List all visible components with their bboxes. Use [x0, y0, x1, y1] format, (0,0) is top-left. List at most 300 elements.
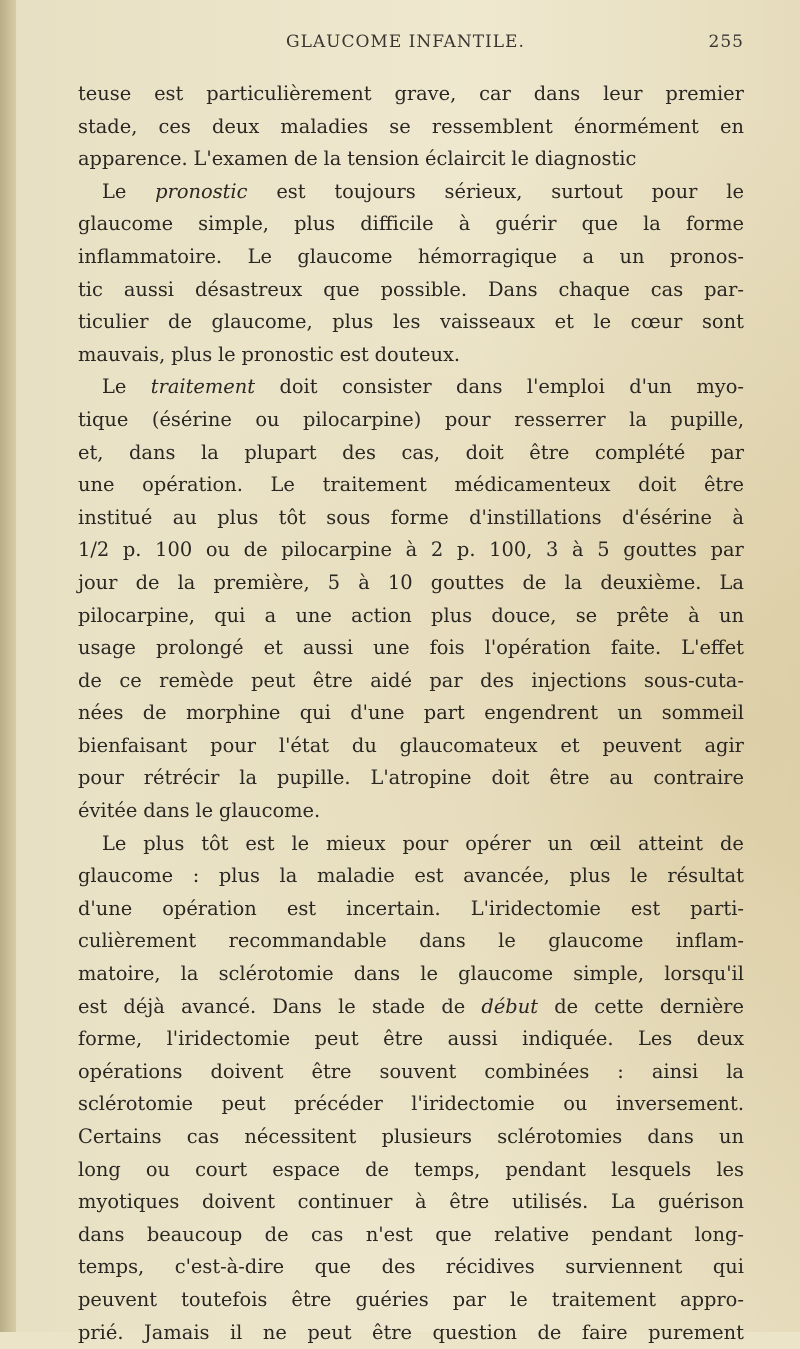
text-line [78, 600, 744, 633]
word: Dans [272, 994, 322, 1018]
word: Dans [488, 277, 538, 301]
word: contraire [653, 766, 744, 790]
word: long [78, 1157, 121, 1181]
word: aussi [302, 636, 354, 660]
word: la [323, 147, 342, 171]
word: sérieux, [444, 179, 523, 203]
word: des [480, 668, 514, 692]
word: relative [494, 1222, 570, 1246]
text-line [78, 1121, 744, 1154]
word: teuse [78, 82, 132, 105]
word: que [435, 1222, 472, 1246]
word: sont [701, 310, 744, 334]
word: vaisseaux [439, 310, 536, 334]
word: apparence. [78, 147, 188, 171]
word: du [351, 733, 377, 757]
text-line [78, 404, 744, 437]
word: glaucomateux [399, 733, 538, 757]
word: Certains [78, 1125, 162, 1148]
word: à [572, 538, 584, 562]
word: le [217, 342, 236, 366]
word: une [295, 603, 332, 627]
word: lesquels [611, 1157, 692, 1181]
word: de [293, 147, 318, 171]
text-line [78, 665, 744, 698]
word: leur [603, 82, 643, 105]
word: de [264, 1222, 289, 1246]
word: gouttes [623, 538, 697, 562]
word: plus [569, 864, 611, 888]
word: myotiques [78, 1190, 180, 1214]
word: au [172, 505, 197, 529]
word: d'instillations [469, 505, 602, 529]
word: ou [255, 407, 280, 431]
word: usage [78, 636, 136, 660]
word: particulièrement [206, 82, 372, 105]
word: un [617, 701, 643, 725]
word: surtout [551, 179, 623, 203]
word: traitement [150, 375, 256, 399]
word: Le [270, 473, 295, 497]
word: combinées [484, 1059, 590, 1083]
word: et, [78, 440, 104, 464]
word: un [719, 603, 744, 627]
word: par [429, 668, 463, 692]
word: ne [262, 1320, 287, 1344]
text-line [78, 1056, 744, 1089]
word: énormément [573, 114, 699, 138]
word: jour [78, 570, 118, 594]
word: Jamais [144, 1320, 210, 1344]
word: que [314, 1255, 352, 1279]
word: action [351, 603, 412, 627]
word: de [168, 310, 192, 334]
word: en [719, 114, 744, 138]
word: première, [213, 570, 310, 594]
word: de [537, 1320, 562, 1344]
word: être [291, 1287, 332, 1311]
word: parti- [690, 896, 744, 920]
word: peut [314, 1027, 359, 1051]
word: la [239, 766, 258, 790]
word: être [549, 766, 590, 790]
word: rétrécir [143, 766, 220, 790]
word: pilocarpine [281, 538, 392, 562]
word: La [719, 570, 744, 594]
word: bienfaisant [78, 733, 188, 757]
word: au [609, 766, 634, 790]
word: éclaircit [425, 147, 506, 171]
word: la [180, 962, 199, 986]
word: maladie [316, 864, 395, 888]
word: des [342, 440, 376, 464]
word: d'ésérine [621, 505, 713, 529]
page-number: 255 [708, 32, 744, 52]
word: recommandable [228, 929, 387, 953]
word: dernière [659, 994, 744, 1018]
word: glaucome [458, 962, 554, 986]
word: p. [122, 538, 142, 562]
word: d'un [629, 375, 672, 399]
word: : [617, 1059, 624, 1083]
word: a [582, 244, 595, 268]
word: peut [251, 668, 296, 692]
word: est [630, 896, 661, 920]
word: ou [145, 1157, 171, 1181]
word: plus [294, 212, 336, 236]
word: il [229, 1320, 243, 1344]
word: inflam- [675, 929, 744, 953]
word: toujours [334, 179, 416, 203]
word: engendrent [484, 701, 598, 725]
word: la [629, 407, 647, 431]
text-line [78, 339, 744, 372]
word: pendant [591, 1222, 673, 1246]
word: pour [78, 766, 124, 790]
word: être [311, 1059, 352, 1083]
word: cas [650, 277, 684, 301]
word: est [286, 896, 317, 920]
word: L'effet [681, 636, 744, 660]
word: être [312, 668, 353, 692]
word: aussi [123, 277, 174, 301]
word: des [381, 1255, 416, 1279]
word: l'emploi [526, 375, 605, 399]
word: culièrement [78, 929, 197, 953]
word: sous-cuta- [644, 668, 744, 692]
text-line [78, 176, 744, 209]
word: les [716, 1157, 744, 1181]
word: les [392, 310, 421, 334]
word: glaucome [78, 864, 174, 888]
word: par- [704, 277, 744, 301]
word: pupille. [276, 766, 351, 790]
text-line [78, 958, 744, 991]
text-line [78, 860, 744, 893]
body-text [78, 78, 744, 1349]
text-line [78, 1317, 744, 1349]
word: beaucoup [146, 1222, 243, 1246]
word: est [78, 994, 108, 1018]
word: dans [353, 962, 401, 986]
word: opération [162, 896, 257, 920]
word: qui [712, 1255, 744, 1279]
word: temps, [414, 1157, 481, 1181]
word: guéries [355, 1287, 429, 1311]
word: est [276, 179, 306, 203]
word: de [554, 994, 579, 1018]
word: mauvais, [78, 342, 166, 366]
word: pour [651, 179, 698, 203]
word: court [195, 1157, 248, 1181]
word: temps, [78, 1255, 145, 1279]
word: surviennent [565, 1255, 683, 1279]
word: glaucome. [218, 799, 321, 823]
word: doit [279, 375, 318, 399]
word: nécessitent [244, 1125, 357, 1148]
word: La [610, 1190, 636, 1214]
text-line [78, 1251, 744, 1284]
word: long- [694, 1222, 744, 1246]
word: est [154, 82, 184, 105]
word: glaucome [78, 212, 174, 236]
word: la [177, 570, 196, 594]
word: fois [429, 636, 465, 660]
text-line [78, 469, 744, 502]
word: et [554, 310, 574, 334]
word: sclérotomie [218, 962, 334, 986]
text-line [78, 1154, 744, 1187]
word: guérison [658, 1190, 744, 1214]
text-line [78, 111, 744, 144]
word: plupart [244, 440, 317, 464]
word: lorsqu'il [664, 962, 744, 986]
word: mieux [326, 831, 386, 855]
word: prié. [78, 1320, 124, 1344]
word: 10 [387, 570, 413, 594]
word: incertain. [346, 896, 441, 920]
word: forme [390, 505, 449, 529]
text-line [78, 567, 744, 600]
word: l'iridectomie [411, 1092, 535, 1116]
word: continuer [297, 1190, 393, 1214]
word: un [547, 831, 573, 855]
text-line [78, 925, 744, 958]
word: cœur [630, 310, 683, 334]
word: opération. [142, 473, 243, 497]
word: la [279, 864, 298, 888]
word: hémorragique [417, 244, 558, 268]
word: cas, [401, 440, 441, 464]
word: 1/2 [78, 538, 110, 562]
text-line [78, 437, 744, 470]
word: dans [129, 440, 176, 464]
word: Le [102, 375, 127, 399]
word: doit [465, 440, 504, 464]
word: deuxième. [600, 570, 702, 594]
word: difficile [360, 212, 434, 236]
word: être [703, 473, 744, 497]
word: inversement. [615, 1092, 744, 1116]
word: p. [456, 538, 476, 562]
text-line [78, 306, 744, 339]
word: la [643, 212, 661, 236]
word: est [339, 342, 369, 366]
word: plus [171, 342, 213, 366]
word: le [510, 1287, 528, 1311]
word: agir [704, 733, 744, 757]
word: l'état [278, 733, 330, 757]
word: cas [311, 1222, 344, 1246]
word: remède [159, 668, 234, 692]
word: morphine [186, 701, 281, 725]
word: glaucome, [211, 310, 313, 334]
word: guérir [495, 212, 557, 236]
word: pilocarpine, [78, 603, 195, 627]
word: appro- [680, 1287, 744, 1311]
word: d'une [350, 701, 405, 725]
text-line [78, 828, 744, 861]
word: 5 [597, 538, 610, 562]
word: (ésérine [151, 407, 232, 431]
word: tôt [201, 831, 229, 855]
word: être [383, 1027, 424, 1051]
text-line [78, 1186, 744, 1219]
word: diagnostic [534, 147, 637, 171]
word: tic [78, 277, 103, 301]
word: est [414, 864, 444, 888]
word: le [338, 994, 356, 1018]
word: à [688, 603, 700, 627]
word: le [195, 799, 214, 823]
word: pour [444, 407, 491, 431]
word: premier [665, 82, 744, 105]
word: avancé. [181, 994, 257, 1018]
word: la [201, 440, 219, 464]
word: de [365, 1157, 389, 1181]
word: tôt [278, 505, 306, 529]
text-line [78, 730, 744, 763]
word: myo- [696, 375, 744, 399]
word: déjà [123, 994, 165, 1018]
word: a [264, 603, 277, 627]
word: sommeil [661, 701, 744, 725]
word: de [522, 570, 547, 594]
text-line [78, 632, 744, 665]
running-title: GLAUCOME INFANTILE. [286, 32, 525, 52]
word: c'est-à-dire [174, 1255, 285, 1279]
word: pour [402, 831, 449, 855]
text-line [78, 991, 744, 1024]
word: traitement [322, 473, 427, 497]
word: glaucome [297, 244, 393, 268]
word: pronostic [155, 179, 248, 203]
word: un [719, 1125, 744, 1148]
word: une [373, 636, 410, 660]
word: ticulier [78, 310, 149, 334]
word: cette [594, 994, 644, 1018]
word: qui [299, 701, 331, 725]
word: grave, [394, 82, 457, 105]
word: forme [685, 212, 744, 236]
word: toutefois [181, 1287, 268, 1311]
word: résultat [667, 864, 744, 888]
word: possible. [380, 277, 468, 301]
word: car [479, 82, 511, 105]
word: opérer [465, 831, 531, 855]
word: par [452, 1287, 486, 1311]
word: et [560, 733, 580, 757]
word: ces [158, 114, 191, 138]
word: que [581, 212, 618, 236]
word: dans [419, 929, 466, 953]
word: un [619, 244, 645, 268]
text-line [78, 762, 744, 795]
word: deux [696, 1027, 744, 1051]
word: dans [78, 1222, 125, 1246]
word: dans [456, 375, 503, 399]
word: sous [326, 505, 371, 529]
word: simple, [573, 962, 645, 986]
word: glaucome [548, 929, 644, 953]
word: injections [531, 668, 627, 692]
text-line [78, 893, 744, 926]
word: être [449, 1190, 490, 1214]
word: avancée, [463, 864, 550, 888]
word: doit [638, 473, 677, 497]
word: médicamenteux [454, 473, 611, 497]
word: 100, [489, 538, 533, 562]
word: ainsi [651, 1059, 699, 1083]
word: ce [119, 668, 142, 692]
word: peuvent [602, 733, 682, 757]
word: tique [78, 407, 129, 431]
word: ou [205, 538, 230, 562]
word: : [192, 864, 200, 888]
word: dans [647, 1125, 694, 1148]
word: simple, [198, 212, 269, 236]
word: Le [102, 179, 127, 203]
word: stade, [78, 114, 138, 138]
word: ou [563, 1092, 588, 1116]
word: aussi [447, 1027, 498, 1051]
word: par [710, 440, 744, 464]
word: de [78, 668, 102, 692]
word: 2 [430, 538, 444, 562]
word: le [498, 929, 516, 953]
text-line [78, 78, 744, 111]
word: être [372, 1320, 413, 1344]
word: gouttes [430, 570, 505, 594]
word: plus [217, 505, 259, 529]
word: doivent [210, 1059, 284, 1083]
word: L'examen [193, 147, 289, 171]
word: par [710, 538, 744, 562]
text-line [78, 502, 744, 535]
word: se [575, 603, 598, 627]
word: L'iridectomie [470, 896, 601, 920]
word: resserrer [514, 407, 606, 431]
word: maladies [280, 114, 369, 138]
word: part [423, 701, 465, 725]
word: plus [332, 310, 374, 334]
word: évitée [78, 799, 138, 823]
word: être [529, 440, 570, 464]
word: complété [594, 440, 686, 464]
word: précéder [294, 1092, 383, 1116]
text-line [78, 1023, 744, 1056]
word: chaque [558, 277, 630, 301]
word: se [389, 114, 411, 138]
word: traitement [551, 1287, 656, 1311]
word: aidé [370, 668, 412, 692]
word: n'est [365, 1222, 413, 1246]
word: doivent [201, 1190, 275, 1214]
word: consister [341, 375, 432, 399]
word: Les [637, 1027, 673, 1051]
word: de [243, 538, 268, 562]
word: espace [272, 1157, 341, 1181]
text-line [78, 795, 744, 828]
word: le [630, 864, 648, 888]
word: prête [616, 603, 669, 627]
word: L'atropine [370, 766, 472, 790]
word: matoire, [78, 962, 161, 986]
word: et [263, 636, 283, 660]
word: de [135, 570, 160, 594]
word: Le [247, 244, 272, 268]
text-line [78, 208, 744, 241]
